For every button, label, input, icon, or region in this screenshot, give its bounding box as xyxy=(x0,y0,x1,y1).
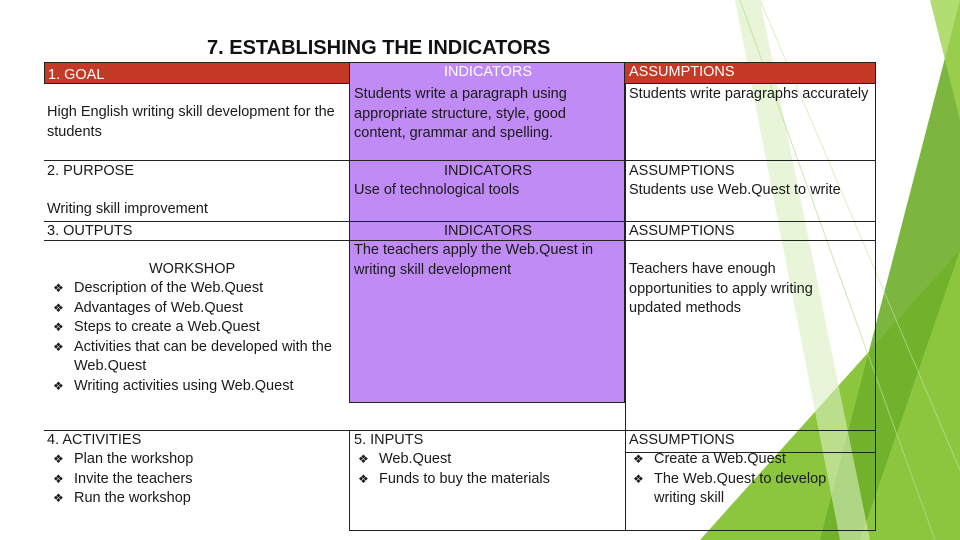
diamond-bullet-icon: ❖ xyxy=(53,320,64,334)
indicators-heading-purpose: INDICATORS xyxy=(443,163,533,179)
row-divider xyxy=(44,430,876,431)
inputs-heading: 5. INPUTS xyxy=(354,432,424,448)
diamond-bullet-icon: ❖ xyxy=(633,452,644,466)
indicators-heading-goal: INDICATORS xyxy=(443,64,533,80)
diamond-bullet-icon: ❖ xyxy=(53,300,64,315)
diamond-bullet-icon: ❖ xyxy=(358,452,369,466)
purpose-text: Writing skill improvement xyxy=(47,201,208,217)
goal-heading: 1. GOAL xyxy=(48,67,105,83)
assumption-goal-text: Students write paragraphs accurately xyxy=(629,86,869,102)
assumptions-heading-purpose: ASSUMPTIONS xyxy=(629,163,735,179)
assumptions-activities-list xyxy=(627,450,867,509)
list-item: ❖ Writing activities using Web.Quest xyxy=(47,377,347,397)
assumptions-heading-outputs: ASSUMPTIONS xyxy=(629,223,735,239)
list-item: ❖ Funds to buy the materials xyxy=(352,470,622,490)
goal-text: High English writing skill development for the students xyxy=(47,104,335,140)
col-divider xyxy=(349,430,350,530)
row-divider xyxy=(349,530,876,531)
assumptions-heading-activities: ASSUMPTIONS xyxy=(629,432,735,448)
diamond-bullet-icon: ❖ xyxy=(53,471,64,486)
indicator-purpose-text: Use of technological tools xyxy=(354,182,520,198)
indicator-goal-text: Students write a paragraph using appropriate structure, style, good content, grammar and spelling. xyxy=(354,86,567,141)
workshop-label: WORKSHOP xyxy=(149,261,236,277)
diamond-bullet-icon: ❖ xyxy=(53,378,64,393)
list-item: ❖ Steps to create a Web.Quest xyxy=(47,318,347,338)
outputs-list xyxy=(47,279,347,396)
assumption-outputs-text: Teachers have enough opportunities to apply writing updated methods xyxy=(629,261,813,316)
purpose-heading: 2. PURPOSE xyxy=(47,163,135,179)
list-item: ❖ Invite the teachers xyxy=(47,470,347,490)
list-item: ❖ Description of the Web.Quest xyxy=(47,279,347,299)
diamond-bullet-icon: ❖ xyxy=(53,281,64,295)
diamond-bullet-icon: ❖ xyxy=(53,452,64,466)
indicator-outputs-text: The teachers apply the Web.Quest in writing skill development xyxy=(354,242,594,278)
assumptions-heading-goal: ASSUMPTIONS xyxy=(629,64,735,80)
slide-title: 7. ESTABLISHING THE INDICATORS xyxy=(207,37,551,59)
list-item: ❖ Web.Quest xyxy=(352,450,622,470)
list-item: ❖ The Web.Quest to develop writing skill xyxy=(633,470,827,506)
diamond-bullet-icon: ❖ xyxy=(358,471,369,486)
list-item: ❖ Activities that can be developed with the Web.Quest xyxy=(53,338,332,374)
diamond-bullet-icon: ❖ xyxy=(53,339,64,354)
indicators-heading-outputs: INDICATORS xyxy=(443,223,533,239)
list-item: ❖ Advantages of Web.Quest xyxy=(47,299,347,319)
diamond-bullet-icon: ❖ xyxy=(633,471,644,486)
list-item: ❖ Run the workshop xyxy=(47,489,347,509)
activities-list xyxy=(47,450,347,509)
diamond-bullet-icon: ❖ xyxy=(53,491,64,505)
col-divider xyxy=(625,84,626,530)
row-divider xyxy=(44,160,876,161)
inputs-list xyxy=(352,450,622,489)
col-divider xyxy=(875,84,876,530)
list-item: ❖ Create a Web.Quest xyxy=(627,450,867,470)
list-item: ❖ Plan the workshop xyxy=(47,450,347,470)
assumption-purpose-text: Students use Web.Quest to write xyxy=(629,182,841,198)
activities-heading: 4. ACTIVITIES xyxy=(47,432,142,448)
outputs-heading: 3. OUTPUTS xyxy=(47,223,133,239)
